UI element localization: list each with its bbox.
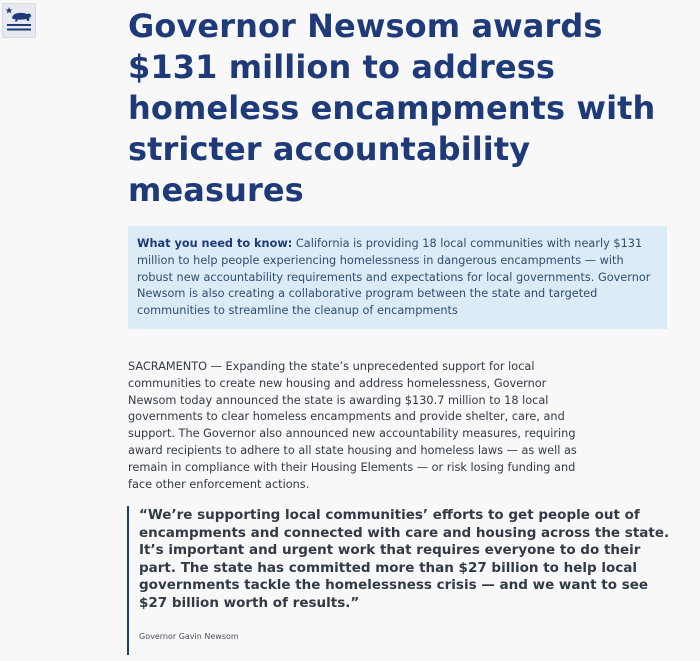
article-paragraph: SACRAMENTO — Expanding the state’s unprecedented support for local communities to create new housing and address homelessness, Governor Newsom today announced the state is awarding $130.7 million to 18 local governments to clear homeless encampments and provide shelter, care, and support. The Governor also announced new accountability measures, requiring award recipients to adhere to all state housing and homeless laws — as well as remain in compliance with their Housing Elements — or risk losing funding and face other enforcement actions. bbox=[128, 360, 577, 491]
menu-button[interactable] bbox=[2, 3, 36, 38]
summary-label: What you need to know: bbox=[137, 237, 293, 250]
page-title: Governor Newsom awards $131 million to address homeless encampments with stricter accountability measures bbox=[128, 7, 656, 209]
pull-quote bbox=[127, 506, 672, 655]
quote-text: “We’re supporting local communities’ efforts to get people out of encampments and connected with care and housing across the state. It’s important and urgent work that requires everyone to do their part. The state has committed more than $27 billion to help local governments tackle the homelessness crisis — and we want to see $27 billion worth of results.” bbox=[139, 507, 670, 611]
summary-text: California is providing 18 local communities with nearly $131 million to help people experiencing homelessness in dangerous encampments — with robust new accountability requirements and expectations for local governments. Governor Newsom is also creating a collaborative program between the state and targeted communities to streamline the cleanup of encampments bbox=[137, 237, 651, 318]
quote-attribution: Governor Gavin Newsom bbox=[139, 632, 239, 641]
summary-box bbox=[128, 226, 667, 329]
california-bear-menu-icon bbox=[3, 4, 35, 37]
